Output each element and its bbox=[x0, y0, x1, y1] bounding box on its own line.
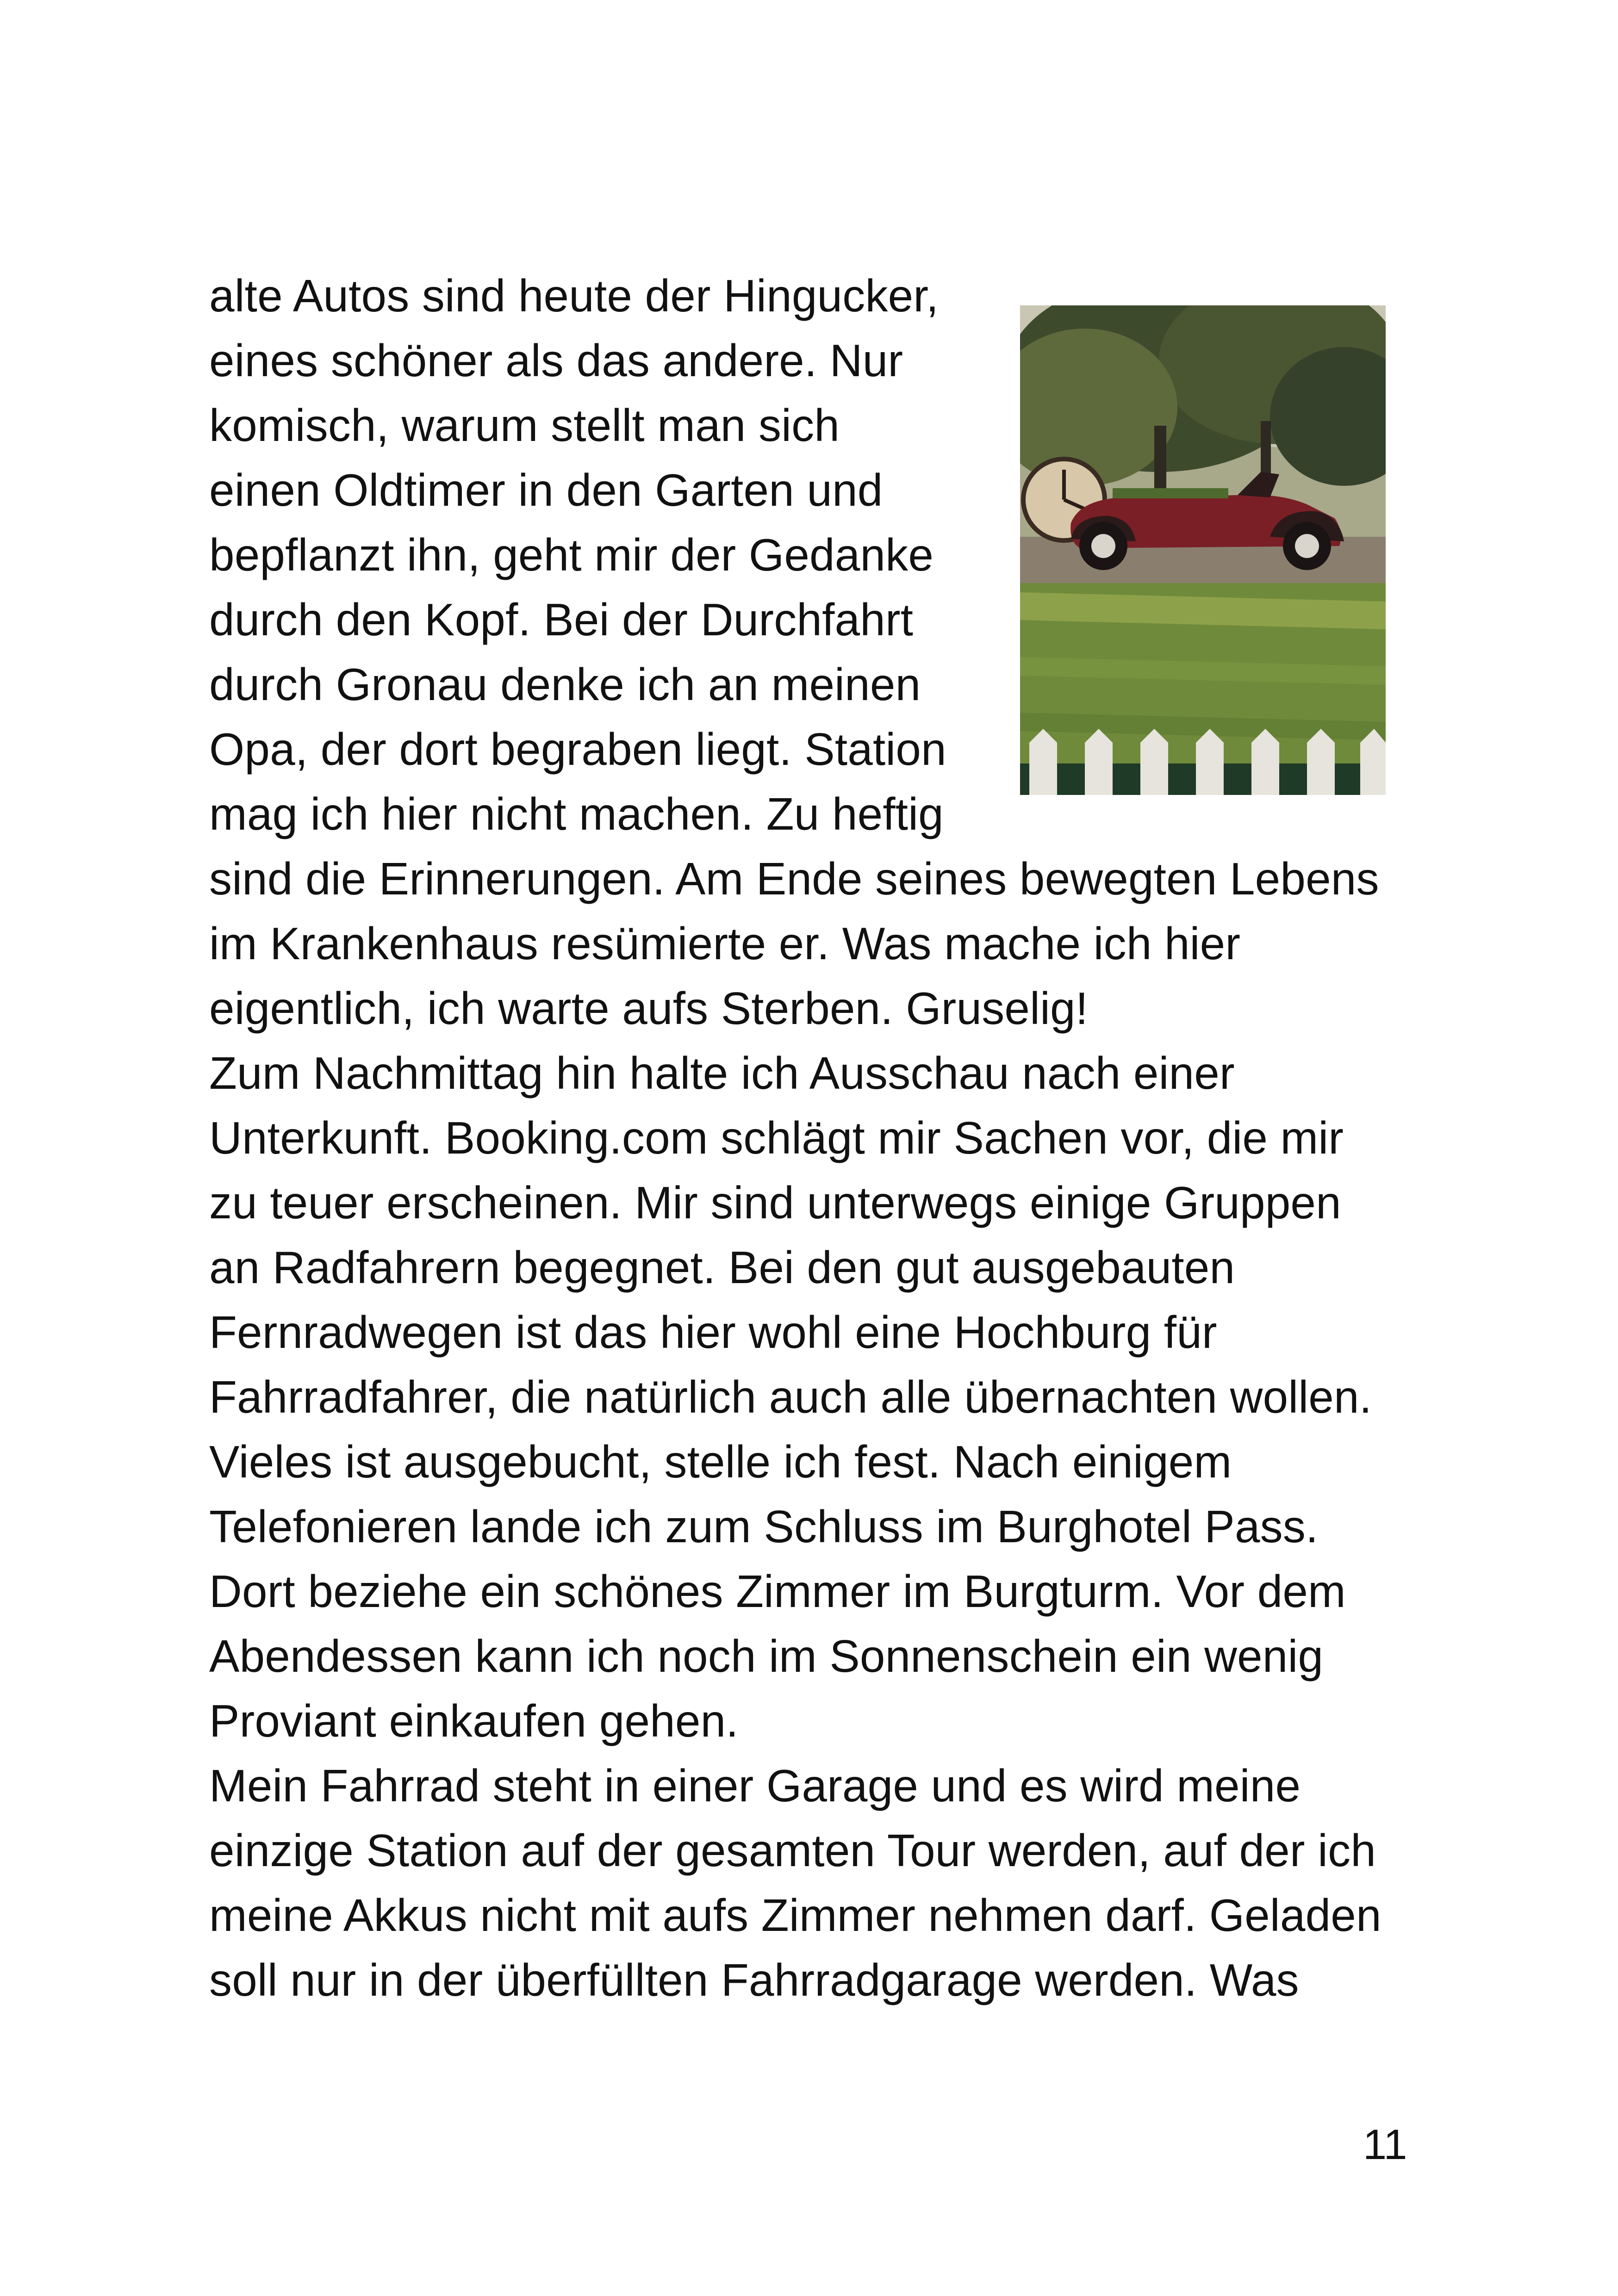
text-line: eigentlich, ich warte aufs Sterben. Gruselig! bbox=[209, 983, 1089, 1034]
page-number: 11 bbox=[1363, 2121, 1407, 2168]
text-line: einzige Station auf der gesamten Tour werden, auf der ich bbox=[209, 1825, 1376, 1876]
text-line: Unterkunft. Booking.com schlägt mir Sachen vor, die mir bbox=[209, 1112, 1344, 1163]
text-line: bepflanzt ihn, geht mir der Gedanke bbox=[209, 529, 934, 580]
oldtimer-garden-photo bbox=[1020, 305, 1386, 795]
text-line: eines schöner als das andere. Nur bbox=[209, 335, 903, 386]
text-line: Zum Nachmittag hin halte ich Ausschau nach einer bbox=[209, 1048, 1235, 1098]
text-line: durch Gronau denke ich an meinen bbox=[209, 659, 921, 710]
text-line: Telefonieren lande ich zum Schluss im Burghotel Pass. bbox=[209, 1501, 1319, 1552]
text-line: soll nur in der überfüllten Fahrradgarage werden. Was bbox=[209, 1955, 1299, 2005]
text-line: einen Oldtimer in den Garten und bbox=[209, 465, 883, 515]
text-line: Abendessen kann ich noch im Sonnenschein ein wenig bbox=[209, 1631, 1324, 1682]
text-line: an Radfahrern begegnet. Bei den gut ausgebauten bbox=[209, 1242, 1235, 1293]
text-line: Dort beziehe ein schönes Zimmer im Burgturm. Vor dem bbox=[209, 1566, 1346, 1617]
text-line: meine Akkus nicht mit aufs Zimmer nehmen darf. Geladen bbox=[209, 1890, 1382, 1941]
text-line: Vieles ist ausgebucht, stelle ich fest. Nach einigem bbox=[209, 1436, 1232, 1487]
text-line: alte Autos sind heute der Hingucker, bbox=[209, 270, 939, 321]
text-line: im Krankenhaus resümierte er. Was mache ich hier bbox=[209, 918, 1241, 969]
text-line: sind die Erinnerungen. Am Ende seines bewegten Lebens bbox=[209, 853, 1379, 904]
text-line: durch den Kopf. Bei der Durchfahrt bbox=[209, 594, 914, 645]
text-line: Fahrradfahrer, die natürlich auch alle übernachten wollen. bbox=[209, 1371, 1372, 1422]
text-line: Proviant einkaufen gehen. bbox=[209, 1695, 739, 1746]
text-line: Fernradwegen ist das hier wohl eine Hochburg für bbox=[209, 1307, 1217, 1358]
text-line: Opa, der dort begraben liegt. Station bbox=[209, 724, 946, 775]
text-line: zu teuer erscheinen. Mir sind unterwegs einige Gruppen bbox=[209, 1177, 1341, 1228]
text-line: Mein Fahrrad steht in einer Garage und es wird meine bbox=[209, 1760, 1301, 1811]
text-line: mag ich hier nicht machen. Zu heftig bbox=[209, 788, 944, 839]
text-line: komisch, warum stellt man sich bbox=[209, 400, 840, 451]
photo-illustration bbox=[1020, 305, 1386, 795]
